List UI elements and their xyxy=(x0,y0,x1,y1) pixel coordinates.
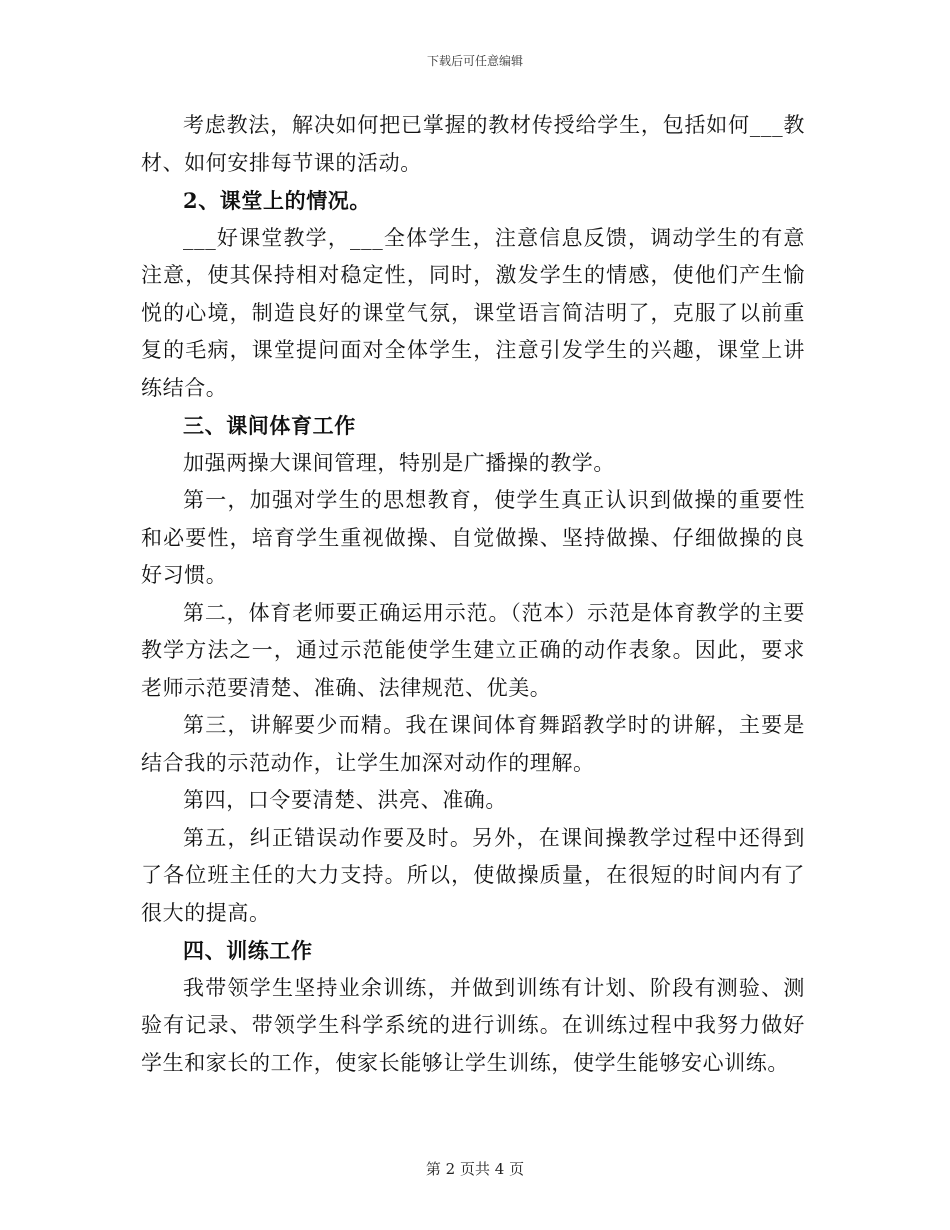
heading-classroom-situation: 2、课堂上的情况。 xyxy=(183,188,372,213)
paragraph-point-three: 第三，讲解要少而精。我在课间体育舞蹈教学时的讲解，主要是结合我的示范动作，让学生加深对动作的理解。 xyxy=(141,713,805,775)
paragraph-exercise-management: 加强两操大课间管理，特别是广播操的教学。 xyxy=(183,450,615,475)
paragraph-point-two: 第二，体育老师要正确运用示范。（范本）示范是体育教学的主要教学方法之一，通过示范能使学生建立正确的动作表象。因此，要求老师示范要清楚、准确、法律规范、优美。 xyxy=(141,600,805,700)
document-body xyxy=(141,107,805,1082)
paragraph-training: 我带领学生坚持业余训练，并做到训练有计划、阶段有测验、测验有记录、带领学生科学系统的进行训练。在训练过程中我努力做好学生和家长的工作，使家长能够让学生训练，使学生能够安心训练。 xyxy=(141,975,805,1075)
heading-recess-pe-work: 三、课间体育工作 xyxy=(183,413,356,438)
heading-training-work: 四、训练工作 xyxy=(183,938,313,963)
paragraph-teaching-method: 考虑教法，解决如何把已掌握的教材传授给学生，包括如何___教材、如何安排每节课的活动。 xyxy=(141,113,805,175)
paragraph-point-one: 第一，加强对学生的思想教育，使学生真正认识到做操的重要性和必要性，培育学生重视做操、自觉做操、坚持做操、仔细做操的良好习惯。 xyxy=(141,488,805,587)
paragraph-point-four: 第四，口令要清楚、洪亮、准确。 xyxy=(183,788,507,812)
page-number: 第 2 页共 4 页 xyxy=(425,1160,525,1178)
page-header: 下载后可任意编辑 xyxy=(426,54,523,68)
paragraph-point-five: 第五，纠正错误动作要及时。另外，在课间操教学过程中还得到了各位班主任的大力支持。所以，使做操质量，在很短的时间内有了很大的提高。 xyxy=(141,825,805,925)
paragraph-classroom-teaching: ___好课堂教学，___全体学生，注意信息反馈，调动学生的有意注意，使其保持相对稳定性，同时，激发学生的情感，使他们产生愉悦的心境，制造良好的课堂气氛，课堂语言简洁明了，克服了以前重复的毛病，课堂提问面对全体学生，注意引发学生的兴趣，课堂上讲练结合。 xyxy=(141,225,805,400)
